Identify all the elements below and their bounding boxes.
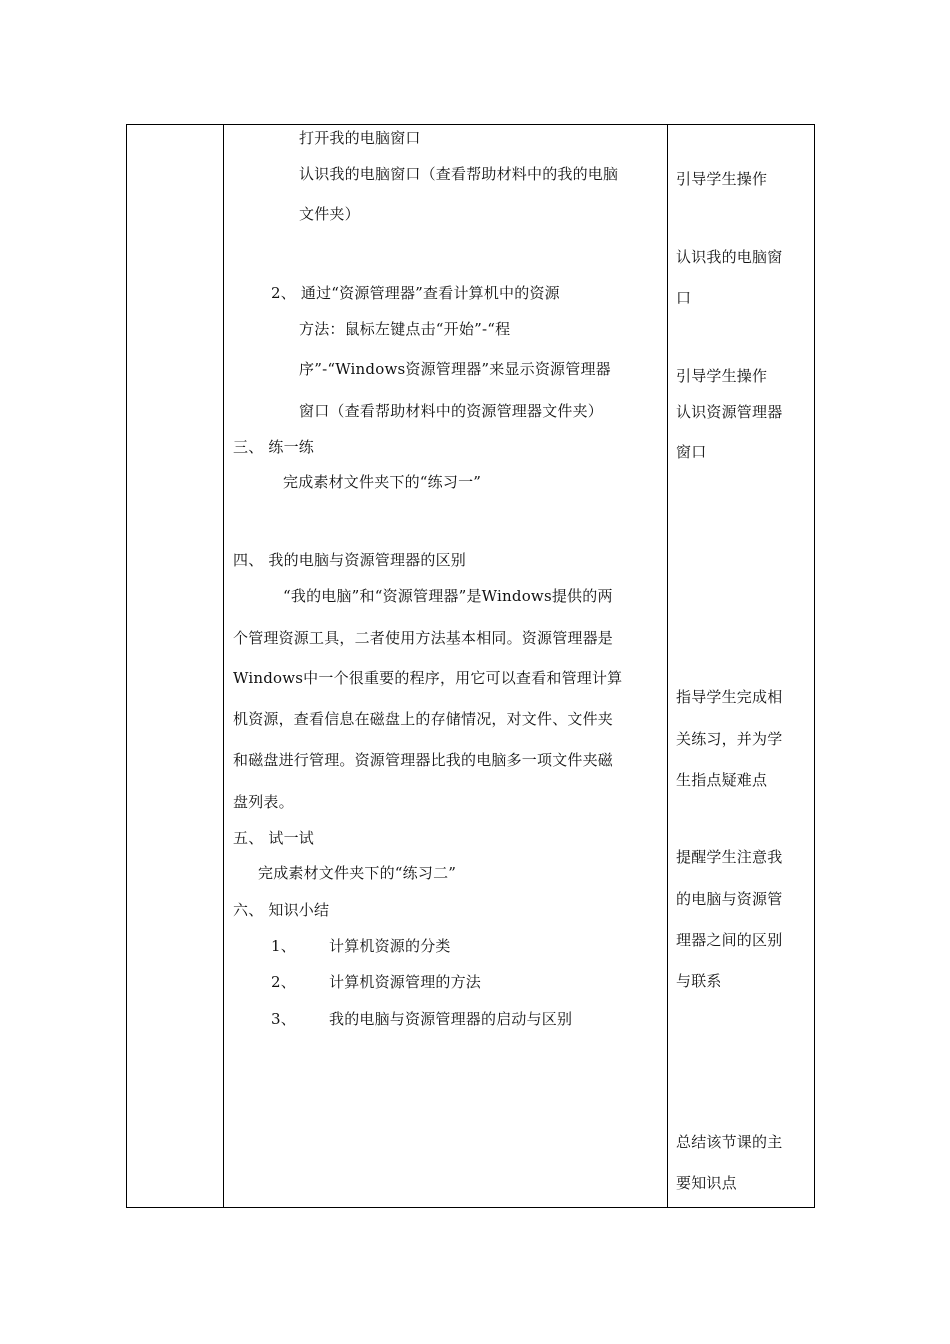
main-line: 完成素材文件夹下的“练习二” bbox=[258, 864, 457, 882]
list-number: 3、 bbox=[271, 1010, 296, 1028]
paragraph-line: 机资源，查看信息在磁盘上的存储情况，对文件、文件夹 bbox=[233, 710, 614, 728]
paragraph-line: 和磁盘进行管理。资源管理器比我的电脑多一项文件夹磁 bbox=[233, 751, 614, 769]
note-line: 要知识点 bbox=[676, 1174, 737, 1192]
list-number: 2、 bbox=[271, 973, 296, 991]
note-line: 窗口 bbox=[676, 443, 707, 461]
main-line: 文件夹） bbox=[299, 205, 360, 223]
paragraph-line: “我的电脑”和“资源管理器”是Windows提供的两 bbox=[283, 587, 613, 605]
note-line: 总结该节课的主 bbox=[676, 1133, 783, 1151]
note-line: 指导学生完成相 bbox=[676, 688, 783, 706]
note-line: 关练习，并为学 bbox=[676, 730, 783, 748]
main-line: 完成素材文件夹下的“练习一” bbox=[283, 473, 482, 491]
section-heading: 四、 我的电脑与资源管理器的区别 bbox=[233, 551, 466, 569]
main-line: 认识我的电脑窗口（查看帮助材料中的我的电脑 bbox=[299, 165, 619, 183]
note-line: 理器之间的区别 bbox=[676, 931, 783, 949]
note-line: 的电脑与资源管 bbox=[676, 890, 783, 908]
main-line: 序”-“Windows资源管理器”来显示资源管理器 bbox=[299, 360, 611, 378]
section-heading: 六、 知识小结 bbox=[233, 901, 330, 919]
note-line: 引导学生操作 bbox=[676, 170, 768, 188]
section-item: 2、 通过“资源管理器”查看计算机中的资源 bbox=[271, 284, 560, 302]
list-item: 我的电脑与资源管理器的启动与区别 bbox=[329, 1010, 573, 1028]
note-line: 认识资源管理器 bbox=[676, 403, 783, 421]
paragraph-line: 盘列表。 bbox=[233, 793, 294, 811]
section-heading: 五、 试一试 bbox=[233, 829, 314, 847]
note-line: 生指点疑难点 bbox=[676, 771, 768, 789]
main-line: 打开我的电脑窗口 bbox=[299, 129, 421, 147]
list-number: 1、 bbox=[271, 937, 296, 955]
main-line: 方法：鼠标左键点击“开始”-“程 bbox=[299, 320, 511, 338]
section-heading: 三、 练一练 bbox=[233, 438, 314, 456]
list-item: 计算机资源的分类 bbox=[329, 937, 451, 955]
list-item: 计算机资源管理的方法 bbox=[329, 973, 482, 991]
column-divider-2 bbox=[667, 125, 668, 1207]
paragraph-line: Windows中一个很重要的程序，用它可以查看和管理计算 bbox=[233, 669, 623, 687]
column-divider-1 bbox=[223, 125, 224, 1207]
note-line: 口 bbox=[676, 289, 692, 307]
note-line: 提醒学生注意我 bbox=[676, 848, 783, 866]
note-line: 引导学生操作 bbox=[676, 367, 768, 385]
main-line: 窗口（查看帮助材料中的资源管理器文件夹） bbox=[299, 402, 604, 420]
paragraph-line: 个管理资源工具，二者使用方法基本相同。资源管理器是 bbox=[233, 629, 614, 647]
note-line: 与联系 bbox=[676, 972, 722, 990]
note-line: 认识我的电脑窗 bbox=[676, 248, 783, 266]
